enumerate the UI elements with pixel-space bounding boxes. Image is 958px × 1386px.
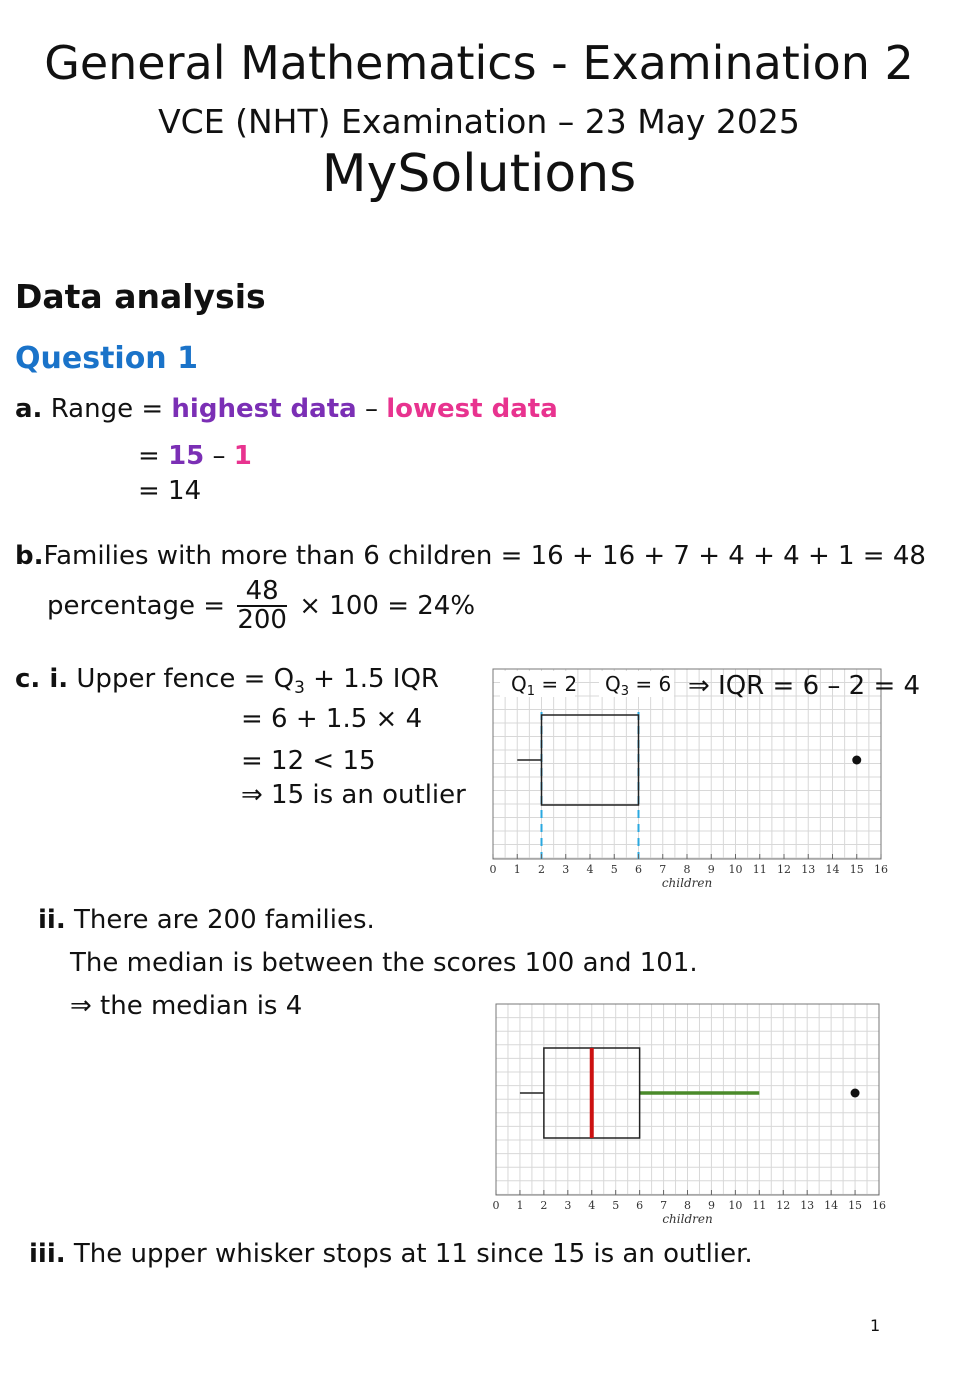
tick-label: 2 xyxy=(538,863,545,876)
brand-title: MySolutions xyxy=(321,144,637,204)
part-c-ii-label: ii. xyxy=(38,905,66,935)
tick-label: 5 xyxy=(612,1199,620,1212)
tick-label: 8 xyxy=(683,863,691,876)
upper-fence-text: Upper fence = Q xyxy=(76,664,295,694)
boxplot-2 xyxy=(485,1000,905,1226)
lowest-data: lowest data xyxy=(386,394,558,424)
part-a-label: a. xyxy=(15,394,43,424)
tick-label: 8 xyxy=(684,1199,691,1212)
range-dash: – xyxy=(364,394,378,424)
part-b-percentage xyxy=(47,578,475,635)
q3-value: = 6 xyxy=(629,672,672,696)
whisker-text: The upper whisker stops at 11 since 15 is an outlier. xyxy=(73,1239,753,1269)
part-c-ii-line1 xyxy=(38,905,375,935)
dash-sign: – xyxy=(212,441,226,471)
part-c-i-line1 xyxy=(15,664,439,697)
tick-label: 1 xyxy=(513,863,521,876)
fraction-numerator: 48 xyxy=(237,578,287,607)
section-heading: Data analysis xyxy=(15,277,266,316)
iqr-note: ⇒ IQR = 6 – 2 = 4 xyxy=(688,671,921,701)
tick-label: 12 xyxy=(776,1199,791,1212)
q3-subscript: 3 xyxy=(294,677,305,698)
tick-label: 0 xyxy=(492,1199,500,1212)
question-heading: Question 1 xyxy=(15,341,198,376)
part-c-iii-label: iii. xyxy=(29,1239,66,1269)
grid xyxy=(496,1004,879,1195)
x-axis-label: children xyxy=(662,1212,713,1226)
tick-label: 11 xyxy=(752,863,767,876)
eq-sign: = xyxy=(138,441,160,471)
x-axis xyxy=(493,1190,887,1212)
part-c-label: c. i. xyxy=(15,664,69,694)
tick-label: 2 xyxy=(540,1199,548,1212)
q3-sub: 3 xyxy=(620,684,630,699)
tick-label: 10 xyxy=(728,863,743,876)
part-c-i-line2: = 6 + 1.5 × 4 xyxy=(241,704,423,734)
tick-label: 4 xyxy=(588,1199,596,1212)
tick-label: 14 xyxy=(825,863,840,876)
box xyxy=(517,715,861,805)
part-c-i-line4: ⇒ 15 is an outlier xyxy=(241,780,466,810)
tick-label: 6 xyxy=(636,1199,644,1212)
tick-label: 5 xyxy=(610,863,618,876)
box xyxy=(520,1048,860,1138)
tick-label: 1 xyxy=(516,1199,524,1212)
tick-label: 9 xyxy=(707,1199,715,1212)
part-c-ii-line2: The median is between the scores 100 and 101. xyxy=(70,948,698,978)
highest-data: highest data xyxy=(171,394,357,424)
tick-label: 11 xyxy=(752,1199,767,1212)
tick-label: 3 xyxy=(564,1199,572,1212)
part-c-ii-line3: ⇒ the median is 4 xyxy=(70,991,303,1021)
tick-label: 7 xyxy=(660,1199,668,1212)
part-c-iii-line xyxy=(29,1239,753,1269)
tick-label: 13 xyxy=(801,863,816,876)
outlier-point xyxy=(851,1089,860,1098)
part-a-line1 xyxy=(15,394,558,424)
upper-fence-rest: + 1.5 IQR xyxy=(304,664,439,694)
part-b-line1 xyxy=(15,541,926,571)
q1-sub: 1 xyxy=(526,684,536,699)
q1-letter: Q xyxy=(511,672,527,696)
pct-suffix: × 100 = 24% xyxy=(299,590,476,621)
high-value: 15 xyxy=(168,441,205,471)
tick-label: 15 xyxy=(849,863,864,876)
tick-label: 10 xyxy=(728,1199,743,1212)
tick-label: 12 xyxy=(777,863,791,876)
tick-label: 7 xyxy=(659,863,667,876)
x-axis-label: children xyxy=(661,876,713,890)
part-b-label: b. xyxy=(15,541,44,571)
x-axis xyxy=(490,854,889,876)
tick-label: 15 xyxy=(848,1199,863,1212)
tick-label: 4 xyxy=(586,863,594,876)
fraction xyxy=(237,578,287,635)
low-value: 1 xyxy=(233,441,252,471)
document-subtitle: VCE (NHT) Examination – 23 May 2025 xyxy=(158,102,800,141)
part-a-line3: = 14 xyxy=(138,476,202,506)
page-number: 1 xyxy=(870,1316,881,1335)
q1-value: = 2 xyxy=(535,672,578,696)
tick-label: 3 xyxy=(562,863,570,876)
fraction-denominator: 200 xyxy=(237,605,287,636)
pct-prefix: percentage = xyxy=(47,590,226,621)
document-title: General Mathematics - Examination 2 xyxy=(44,36,914,90)
part-b-text: Families with more than 6 children = 16 + 16 + 7 + 4 + 4 + 1 = 48 xyxy=(43,541,926,571)
part-a-line2 xyxy=(138,441,252,471)
tick-label: 16 xyxy=(874,863,888,876)
tick-label: 13 xyxy=(800,1199,815,1212)
families-text: There are 200 families. xyxy=(73,905,375,935)
outlier-point xyxy=(852,756,861,765)
tick-label: 0 xyxy=(489,863,497,876)
tick-label: 16 xyxy=(872,1199,886,1212)
tick-label: 6 xyxy=(635,863,642,876)
part-c-i-line3: = 12 < 15 xyxy=(241,746,376,776)
q3-label xyxy=(605,672,671,699)
range-prefix: Range = xyxy=(50,394,164,424)
q3-letter: Q xyxy=(605,672,621,696)
boxplot-1 xyxy=(482,665,958,893)
tick-label: 9 xyxy=(707,863,715,876)
q1-label xyxy=(511,672,577,699)
tick-label: 14 xyxy=(824,1199,839,1212)
